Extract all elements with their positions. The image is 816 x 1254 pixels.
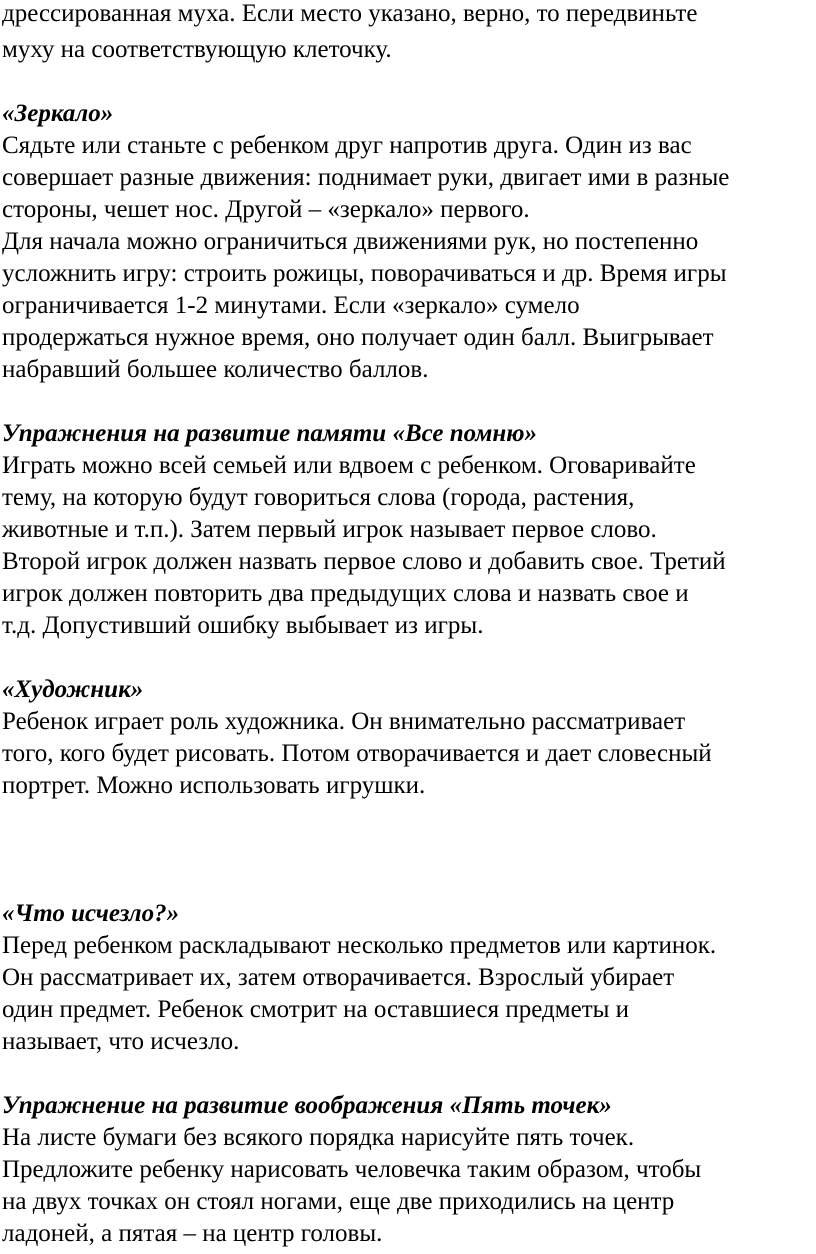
mirror-line-5: усложнить игру: строить рожицы, поворачиваться и др. Время игры [2, 260, 727, 287]
five-dots-line-4: ладоней, а пятая – на центр головы. [2, 1220, 383, 1247]
mirror-line-7: продержаться нужное время, оно получает один балл. Выигрывает [2, 324, 714, 351]
artist-line-1: Ребенок играет роль художника. Он внимательно рассматривает [2, 708, 686, 735]
section-title-mirror: «Зеркало» [2, 100, 114, 127]
mirror-line-2: совершает разные движения: поднимает руки, двигает ими в разные [2, 164, 730, 191]
memory-line-3: животные и т.п.). Затем первый игрок называет первое слово. [2, 516, 657, 543]
artist-line-3: портрет. Можно использовать игрушки. [2, 772, 426, 799]
section-title-what-disappeared: «Что исчезло?» [2, 900, 180, 927]
mirror-line-1: Сядьте или станьте с ребенком друг напротив друга. Один из вас [2, 132, 692, 159]
disappeared-line-3: один предмет. Ребенок смотрит на оставшиеся предметы и [2, 996, 630, 1023]
memory-line-4: Второй игрок должен назвать первое слово и добавить свое. Третий [2, 548, 726, 575]
disappeared-line-1: Перед ребенком раскладывают несколько предметов или картинок. [2, 932, 717, 959]
section-title-artist: «Художник» [2, 676, 144, 703]
artist-line-2: того, кого будет рисовать. Потом отворачивается и дает словесный [2, 740, 712, 767]
intro-line-2: муху на соответствующую клеточку. [2, 36, 392, 63]
mirror-line-3: стороны, чешет нос. Другой – «зеркало» первого. [2, 196, 530, 223]
memory-line-5: игрок должен повторить два предыдущих слова и назвать свое и [2, 580, 689, 607]
memory-line-1: Играть можно всей семьей или вдвоем с ребенком. Оговаривайте [2, 452, 696, 479]
mirror-line-4: Для начала можно ограничиться движениями рук, но постепенно [2, 228, 699, 255]
mirror-line-8: набравший большее количество баллов. [2, 356, 429, 383]
disappeared-line-2: Он рассматривает их, затем отворачивается. Взрослый убирает [2, 964, 675, 991]
memory-line-2: тему, на которую будут говориться слова (города, растения, [2, 484, 635, 511]
five-dots-line-1: На листе бумаги без всякого порядка нарисуйте пять точек. [2, 1124, 635, 1151]
section-title-five-dots: Упражнение на развитие воображения «Пять точек» [2, 1092, 612, 1119]
mirror-line-6: ограничивается 1-2 минутами. Если «зеркало» сумело [2, 292, 580, 319]
five-dots-line-2: Предложите ребенку нарисовать человечка таким образом, чтобы [2, 1156, 702, 1183]
memory-line-6: т.д. Допустивший ошибку выбывает из игры. [2, 612, 484, 639]
disappeared-line-4: называет, что исчезло. [2, 1028, 240, 1055]
five-dots-line-3: на двух точках он стоял ногами, еще две приходились на центр [2, 1188, 675, 1215]
intro-line-1: дрессированная муха. Если место указано, верно, то передвиньте [2, 0, 698, 27]
section-title-memory: Упражнения на развитие памяти «Все помню» [2, 420, 537, 447]
